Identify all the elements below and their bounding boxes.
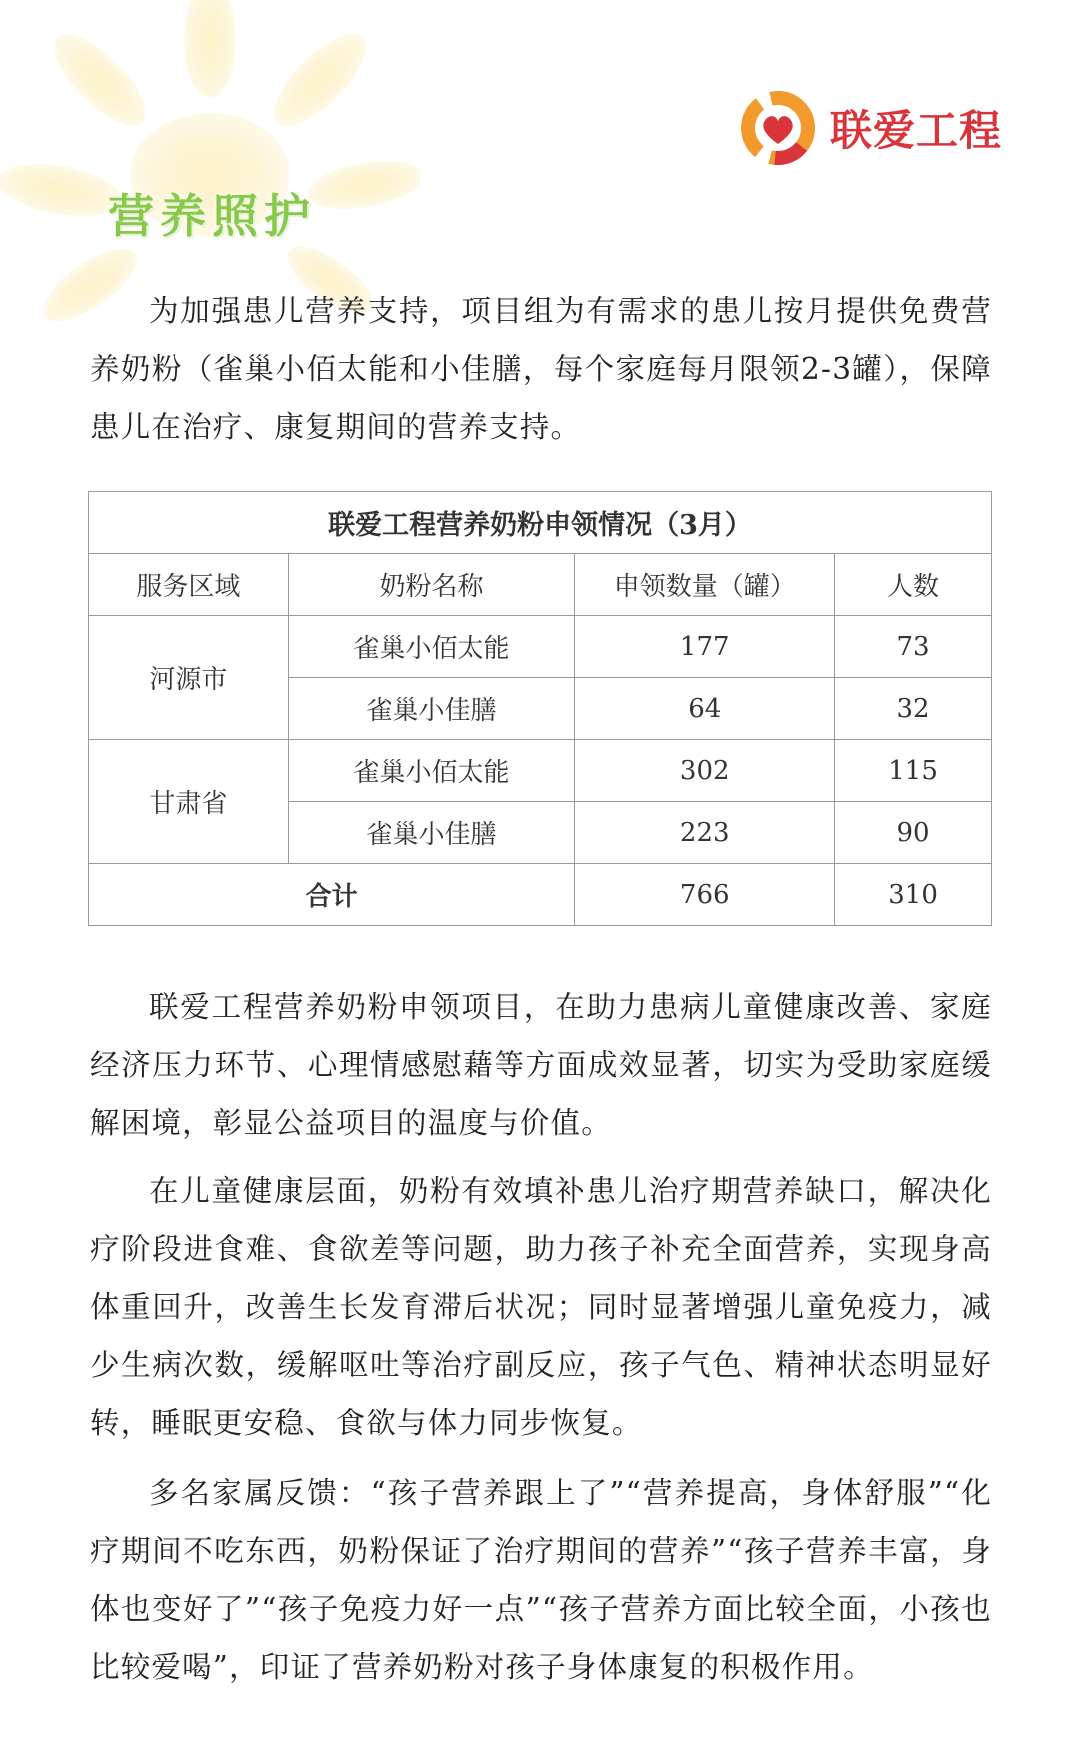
- people-cell: 90: [835, 802, 992, 864]
- people-cell: 73: [835, 616, 992, 678]
- table-row: [89, 740, 992, 802]
- product-cell: 雀巢小佳膳: [288, 802, 575, 864]
- header-people: 人数: [835, 554, 992, 616]
- table-header-row: [89, 554, 992, 616]
- logo-text: 联爱工程: [829, 106, 1002, 155]
- heart-ring-logo-icon: [736, 86, 820, 170]
- quantity-cell: 64: [575, 678, 835, 740]
- body-paragraph-1: 联爱工程营养奶粉申领项目，在助力患病儿童健康改善、家庭经济压力环节、心理情感慰藉等方面成效显著，切实为受助家庭缓解困境，彰显公益项目的温度与价值。: [90, 990, 992, 1140]
- table-caption-row: [89, 492, 992, 554]
- total-label: 合计: [89, 864, 575, 926]
- total-people: 310: [835, 864, 992, 926]
- milk-claims-table: [88, 491, 992, 926]
- header-region: 服务区域: [89, 554, 289, 616]
- product-cell: 雀巢小佳膳: [288, 678, 575, 740]
- body-paragraph-2: 在儿童健康层面，奶粉有效填补患儿治疗期营养缺口，解决化疗阶段进食难、食欲差等问题，助力孩子补充全面营养，实现身高体重回升，改善生长发育滞后状况；同时显著增强儿童免疫力，减少生病次数，缓解呕吐等治疗副反应，孩子气色、精神状态明显好转，睡眠更安稳、食欲与体力同步恢复。: [90, 1174, 992, 1440]
- people-cell: 32: [835, 678, 992, 740]
- header-product: 奶粉名称: [288, 554, 575, 616]
- region-cell: 河源市: [89, 616, 289, 740]
- section-title: 营养照护: [108, 189, 316, 243]
- intro-paragraph: 为加强患儿营养支持，项目组为有需求的患儿按月提供免费营养奶粉（雀巢小佰太能和小佳膳，每个家庭每月限领2-3罐），保障患儿在治疗、康复期间的营养支持。: [90, 294, 992, 444]
- body-paragraph-3: 多名家属反馈：“孩子营养跟上了”“营养提高，身体舒服”“化疗期间不吃东西，奶粉保证了治疗期间的营养”“孩子营养丰富，身体也变好了”“孩子免疫力好一点”“孩子营养方面比较全面，小孩也比较爱喝”，印证了营养奶粉对孩子身体康复的积极作用。: [90, 1476, 992, 1684]
- quantity-cell: 177: [575, 616, 835, 678]
- product-cell: 雀巢小佰太能: [288, 616, 575, 678]
- quantity-cell: 302: [575, 740, 835, 802]
- table-row: [89, 616, 992, 678]
- product-cell: 雀巢小佰太能: [288, 740, 575, 802]
- quantity-cell: 223: [575, 802, 835, 864]
- header-quantity: 申领数量（罐）: [575, 554, 835, 616]
- table-total-row: [89, 864, 992, 926]
- region-cell: 甘肃省: [89, 740, 289, 864]
- brand-logo: [736, 86, 1002, 170]
- table-caption: 联爱工程营养奶粉申领情况（3月）: [89, 492, 992, 554]
- total-quantity: 766: [575, 864, 835, 926]
- people-cell: 115: [835, 740, 992, 802]
- sun-decoration-icon: [0, 0, 420, 330]
